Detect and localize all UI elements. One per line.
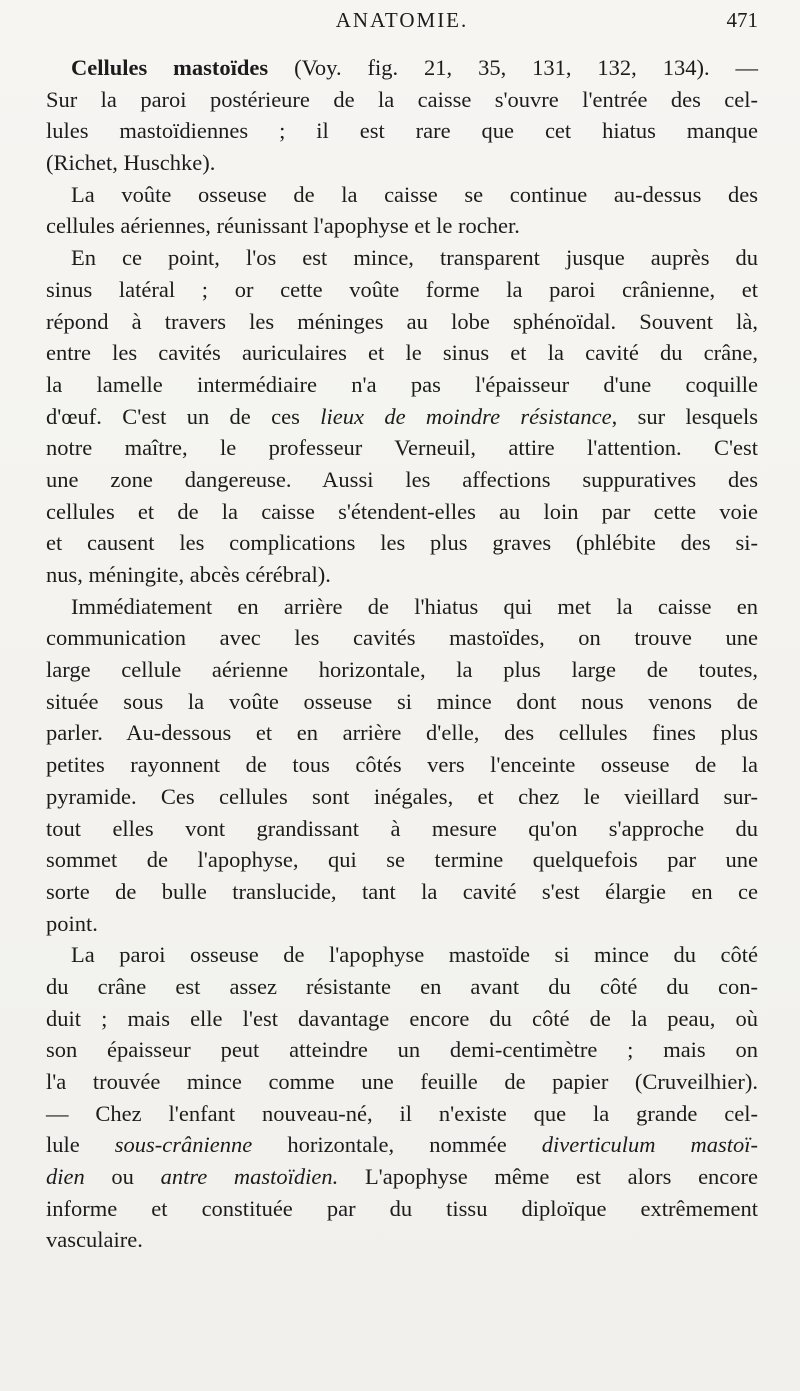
text-line (46, 622, 758, 654)
text-line (46, 464, 758, 496)
text-line (46, 971, 758, 1003)
text-run: , sur lesquels (611, 403, 758, 429)
text-run: l'a trouvée mince comme une feuille de papier (Cruveilhier). (46, 1069, 758, 1094)
text-line (46, 781, 758, 813)
text-run: située sous la voûte osseuse si mince dont nous venons de (46, 688, 758, 714)
text-line (46, 686, 758, 718)
text-run: lule (46, 1132, 115, 1158)
text-run: cellules aériennes, réunissant l'apophyse et le rocher. (46, 213, 520, 239)
text-line (46, 84, 758, 116)
page-header (46, 8, 758, 38)
text-line (46, 1161, 758, 1193)
text-line (46, 337, 758, 369)
text-line (46, 115, 758, 147)
text-run: — Chez l'enfant nouveau-né, il n'existe que la grande cel- (46, 1100, 758, 1126)
text-run: Immédiatement en arrière de l'hiatus qui met la caisse en (71, 593, 758, 619)
text-run: et causent les complications les plus graves (phlébite des si- (46, 530, 758, 556)
text-line (46, 496, 758, 528)
paragraph (46, 591, 758, 940)
text-run: large cellule aérienne horizontale, la plus large de toutes, (46, 657, 758, 683)
text-line (46, 1129, 758, 1161)
text-run: L'apophyse même est alors encore (338, 1164, 759, 1190)
text-run: sommet de l'apophyse, qui se termine quelquefois par une (46, 847, 758, 873)
text-line (46, 242, 758, 274)
text-run: informe et constituée par du tissu diploïque extrêmement (46, 1195, 758, 1221)
text-line (46, 369, 758, 401)
text-run: du crâne est assez résistante en avant du côté du con- (46, 973, 758, 999)
text-line (46, 147, 758, 179)
text-run: son épaisseur peut atteindre un demi-centimètre ; mais on (46, 1037, 758, 1063)
text-run: petites rayonnent de tous côtés vers l'enceinte osseuse de la (46, 752, 758, 778)
text-line (46, 179, 758, 211)
text-line (46, 1224, 758, 1256)
text-run: sinus latéral ; or cette voûte forme la paroi crânienne, et (46, 276, 758, 302)
text-run: point. (46, 910, 98, 936)
text-line (46, 908, 758, 940)
text-run: lieux de moindre résistance (320, 403, 612, 429)
text-run: tout elles vont grandissant à mesure qu'on s'approche du (46, 815, 758, 841)
text-line (46, 813, 758, 845)
text-line (46, 432, 758, 464)
text-run: cellules et de la caisse s'étendent-elles au loin par cette voie (46, 498, 758, 524)
text-line (46, 52, 758, 84)
text-run: d'œuf. C'est un de ces (46, 403, 321, 429)
text-line (46, 1003, 758, 1035)
text-run: une zone dangereuse. Aussi les affections suppuratives des (46, 466, 758, 492)
paragraph (46, 242, 758, 591)
text-run: répond à travers les méninges au lobe sphénoïdal. Souvent là, (46, 308, 758, 334)
text-line (46, 844, 758, 876)
text-run: horizontale, nommée (252, 1132, 542, 1158)
text-run: Cellules mastoïdes (71, 55, 269, 80)
text-run: la lamelle intermédiaire n'a pas l'épaisseur d'une coquille (46, 371, 758, 397)
text-line (46, 401, 758, 433)
paragraph (46, 179, 758, 242)
running-head: ANATOMIE. (335, 8, 469, 32)
text-run: La voûte osseuse de la caisse se continue au-dessus des (71, 181, 758, 207)
text-line (46, 1034, 758, 1066)
text-run: En ce point, l'os est mince, transparent jusque auprès du (71, 245, 758, 271)
text-line (46, 210, 758, 242)
text-run: dien (46, 1164, 85, 1190)
text-run: notre maître, le professeur Verneuil, attire l'attention. C'est (46, 435, 758, 461)
text-line (46, 559, 758, 591)
text-run: communication avec les cavités mastoïdes, on trouve une (46, 625, 758, 651)
text-line (46, 939, 758, 971)
text-line (46, 876, 758, 908)
text-run: sorte de bulle translucide, tant la cavité s'est élargie en ce (46, 878, 758, 904)
text-run: parler. Au-dessous et en arrière d'elle, des cellules fines plus (46, 720, 758, 746)
text-line (46, 306, 758, 338)
page-number: 471 (726, 8, 758, 32)
text-line (46, 1066, 758, 1098)
text-run: (Voy. fig. 21, 35, 131, 132, 134). — (268, 55, 758, 80)
text-run: (Richet, Huschke). (46, 150, 216, 176)
text-run: pyramide. Ces cellules sont inégales, et chez le vieillard sur- (46, 783, 758, 809)
text-run: entre les cavités auriculaires et le sinus et la cavité du crâne, (46, 340, 758, 366)
text-run: ou (84, 1164, 161, 1190)
text-run: diverticulum mastoï- (541, 1132, 758, 1158)
text-run: La paroi osseuse de l'apophyse mastoïde si mince du côté (71, 942, 758, 968)
text-line (46, 1193, 758, 1225)
paragraph (46, 52, 758, 179)
text-line (46, 749, 758, 781)
text-run: vasculaire. (46, 1227, 143, 1253)
text-run: duit ; mais elle l'est davantage encore du côté de la peau, où (46, 1005, 758, 1031)
text-line (46, 274, 758, 306)
text-run: antre mastoïdien. (160, 1164, 339, 1190)
text-line (46, 591, 758, 623)
paragraph (46, 939, 758, 1256)
text-run: Sur la paroi postérieure de la caisse s'ouvre l'entrée des cel- (46, 86, 758, 112)
text-run: nus, méningite, abcès cérébral). (46, 562, 331, 587)
text-run: lules mastoïdiennes ; il est rare que cet hiatus manque (46, 118, 758, 144)
text-line (46, 717, 758, 749)
text-line (46, 527, 758, 559)
text-run: sous-crânienne (114, 1132, 253, 1158)
body-text (46, 52, 758, 1256)
text-line (46, 1098, 758, 1130)
text-line (46, 654, 758, 686)
